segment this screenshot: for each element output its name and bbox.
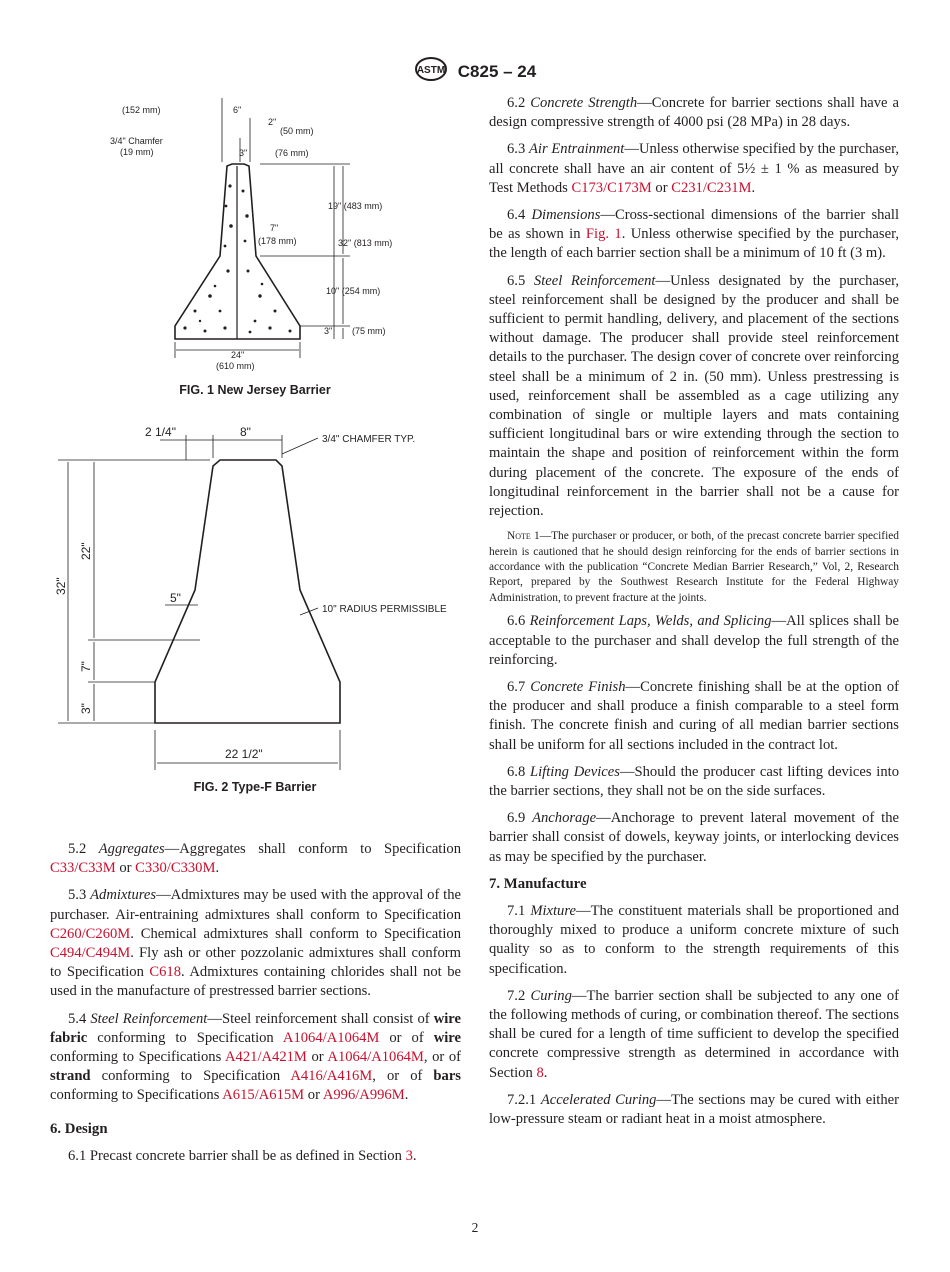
link-a1064-b[interactable]: A1064/A1064M [327,1049,424,1066]
link-a615[interactable]: A615/A615M [222,1087,305,1104]
fig1-label-3in-bot: 3" [324,326,333,336]
link-c173[interactable]: C173/C173M [571,179,652,196]
fig1-label-178mm: (178 mm) [258,236,297,246]
fig2-label-8in: 8" [240,425,251,439]
fig2-label-22in: 22" [79,542,93,560]
astm-logo-icon [414,56,448,87]
link-section-8[interactable]: 8 [536,1064,544,1081]
link-c494[interactable]: C494/C494M [50,945,131,962]
page-number: 2 [471,1220,479,1235]
svg-text:ASTM: ASTM [416,65,445,76]
fig1-label-610mm: (610 mm) [216,361,255,371]
fig2-caption: FIG. 2 Type-F Barrier [193,780,317,794]
link-c260[interactable]: C260/C260M [50,925,131,942]
link-a416[interactable]: A416/A416M [290,1068,373,1085]
fig2-label-3in: 3" [79,703,93,714]
fig1-label-152mm: (152 mm) [122,105,161,115]
note-1: Note 1—The purchaser or producer, or both, of the precast concrete barrier specified herein is cautioned that he should design reinforcing for the ends of barrier sections in accordance with the publication “Concrete Median Barrier Research,” Vol, 2, Research Report, prepared by the Southwest Research Institute for the Federal Highway Administration, to prevent fracture at the joints. [489,530,899,604]
fig2-label-radius: 10" RADIUS PERMISSIBLE [322,604,447,615]
page-header [0,56,950,87]
link-fig-1[interactable]: Fig. 1 [585,226,622,243]
fig2-label-7in: 7" [79,661,93,672]
heading-6-design: 6. Design [50,1120,108,1137]
right-column [489,94,899,1137]
link-a1064[interactable]: A1064/A1064M [282,1029,380,1046]
fig1-label-2in: 2" [268,117,277,127]
link-section-3[interactable]: 3 [405,1147,413,1164]
section-6-4: 6.4 Dimensions—Cross-sectional dimensions of the barrier shall be as shown in Fig. 1. Unless otherwise specified by the purchaser, the length of each barrier section shall be a minimum of 10 ft (3 m). [489,207,900,262]
fig1-label-24in: 24" [231,350,245,360]
section-6-9: 6.9 Anchorage—Anchorage to prevent lateral movement of the barrier shall consist of dowels, keyway joints, or interlocking devices as may be specified by the purchaser. [489,810,899,865]
fig1-label-6in: 6" [233,105,242,115]
fig1-label-19mm: (19 mm) [120,147,154,157]
left-column [50,840,461,1174]
section-5-4: 5.4 Steel Reinforcement—Steel reinforcement shall consist of wire fabric conforming to Specification A1064/A1064M or of wire conforming to Specifications A421/A421M or A1064/A1064M, or of strand conforming to Specification A416/A416M, or of bars conforming to Specifications A615/A615M or A996/A996M. [50,1010,461,1104]
section-6-3: 6.3 Air Entrainment—Unless otherwise specified by the purchaser, all concrete shall have an air content of 5½ ± 1 % as measured by Test Methods C173/C173M or C231/C231M. [489,141,899,196]
section-7-2: 7.2 Curing—The barrier section shall be subjected to any one of the following methods of curing, or combination thereof. The sections shall be cured for a length of time sufficient to develop the specified concrete compressive strength as determined in accordance with Section 8. [489,987,899,1081]
section-5-3: 5.3 Admixtures—Admixtures may be used with the approval of the purchaser. Air-entraining admixtures shall conform to Specification C260/C260M. Chemical admixtures shall conform to Specification C494/C494M. Fly ash or other pozzolanic admixtures shall conform to Specification C618. Admixtures containing chlorides shall not be used in the manufacture of prestressed barrier sections. [50,887,462,1000]
section-6-6: 6.6 Reinforcement Laps, Welds, and Splicing—All splices shall be acceptable to the purchaser and shall develop the full strength of the reinforcing. [489,613,899,668]
fig1-label-32in: 32" (813 mm) [338,238,393,248]
section-6-2: 6.2 Concrete Strength—Concrete for barrier sections shall have a design compressive strength of 4000 psi (28 MPa) in 28 days. [489,95,900,131]
link-c33[interactable]: C33/C33M [50,860,116,877]
section-6-7: 6.7 Concrete Finish—Concrete finishing shall be at the option of the producer and shall produce a finish comparable to a steel form finish. The concrete finish and curing of all median barrier sections shall be uniform for all sections included in the contract lot. [489,678,899,753]
fig1-label-75mm: (75 mm) [352,326,386,336]
fig1-drawing [100,96,400,378]
standard-designation: C825 – 24 [457,61,537,81]
fig1-label-10in: 10" (254 mm) [326,286,381,296]
fig1-label-19in: 19" (483 mm) [328,201,383,211]
fig1-caption: FIG. 1 New Jersey Barrier [179,383,331,397]
link-c330[interactable]: C330/C330M [135,860,216,877]
section-6-8: 6.8 Lifting Devices—Should the producer cast lifting devices into the barrier sections, they shall not be on the side surfaces. [489,763,900,799]
section-5-2: 5.2 Aggregates—Aggregates shall conform to Specification C33/C33M or C330/C330M. [50,841,462,877]
fig2-label-5in: 5" [170,591,181,605]
link-a996[interactable]: A996/A996M [322,1087,405,1104]
fig1-label-3in-top: 3" [239,148,248,158]
section-6-1: 6.1 Precast concrete barrier shall be as defined in Section 3. [68,1147,417,1164]
fig2-label-chamfer: 3/4" CHAMFER TYP. [322,434,416,445]
fig1-label-7in: 7" [270,223,279,233]
section-7-2-1: 7.2.1 Accelerated Curing—The sections may be cured with either low-pressure steam or radiant heat in a moist atmosphere. [489,1091,899,1127]
fig1-label-50mm: (50 mm) [280,126,314,136]
fig2-drawing [50,420,470,775]
section-7-1: 7.1 Mixture—The constituent materials shall be proportioned and thoroughly mixed to produce a uniform concrete mixture of such quality so as to conform to the strength requirements of this specification. [489,902,899,977]
fig2-label-22-1-2in: 22 1/2" [225,747,263,761]
fig2-label-2-1-4in: 2 1/4" [145,425,176,439]
heading-7-manufacture: 7. Manufacture [489,875,587,892]
section-6-5: 6.5 Steel Reinforcement—Unless designated by the purchaser, steel reinforcement shall be designed by the producer and shall be sufficient to permit handling, delivery, and placement of the sections without damage. The producer shall provide steel reinforcement details to the purchaser. The design cover of concrete over reinforcing steel shall be a minimum of 2 in. (50 mm). Unless prestressing is used, reinforcement shall be assembled as a cage utilizing any combination of single or multiple layers and mats containing sufficient longitudinal bars or wire extending through the section to maintain the shape and position of reinforcement within the form during placement of the concrete. The exposure of the ends of longitudinal reinforcement in the barrier shall not be a cause for rejection. [489,272,899,520]
link-a421[interactable]: A421/A421M [225,1049,307,1066]
fig1-label-chamfer: 3/4" Chamfer [110,136,163,146]
fig1-label-76mm: (76 mm) [275,148,309,158]
link-c618[interactable]: C618 [149,964,182,981]
link-c231[interactable]: C231/C231M [671,179,752,196]
fig2-label-32in: 32" [54,577,68,595]
